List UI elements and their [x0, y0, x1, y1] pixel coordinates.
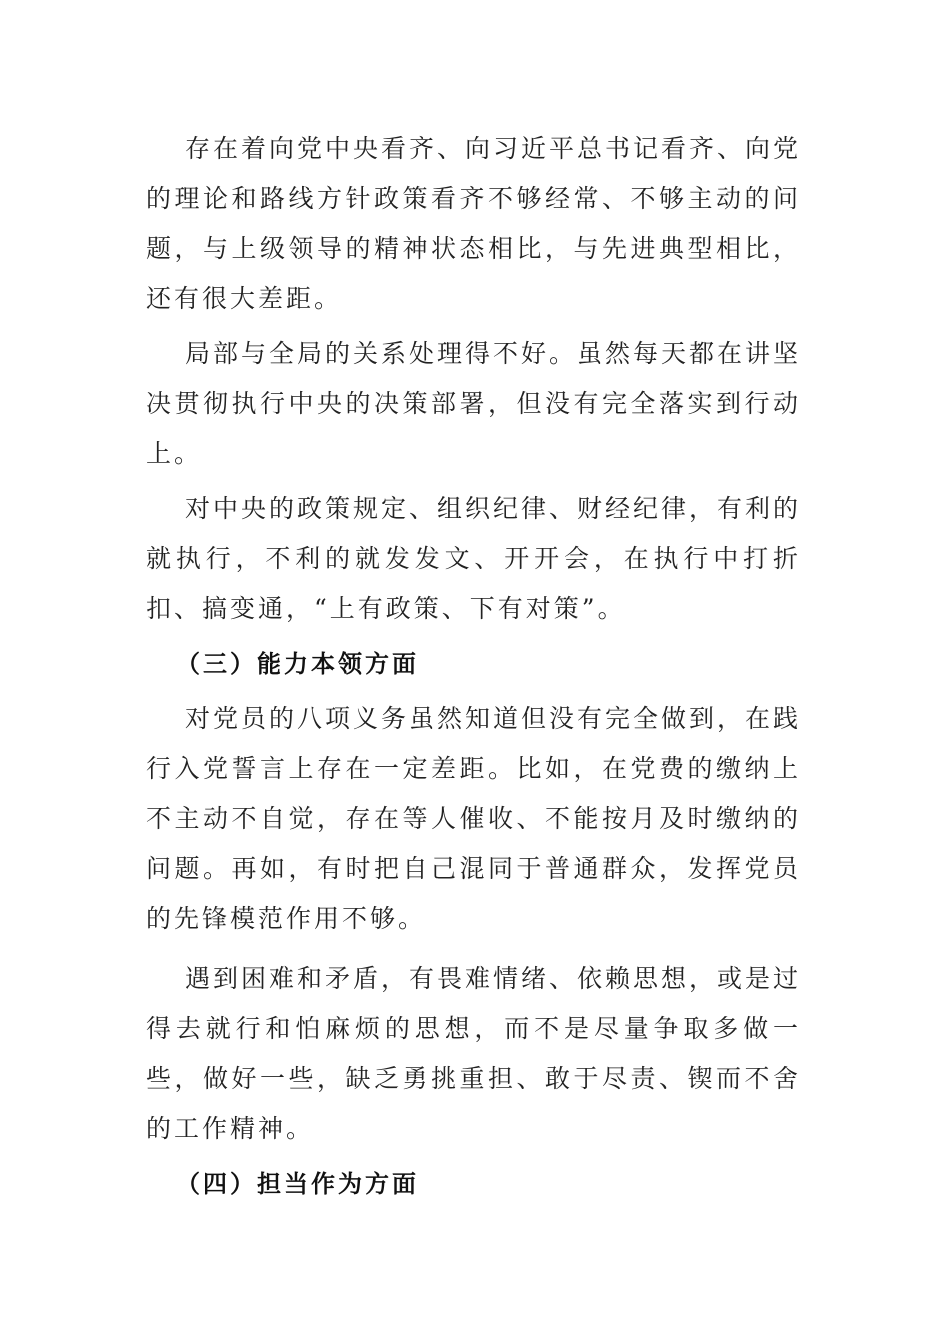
paragraph-alignment-with-center: 存在着向党中央看齐、向习近平总书记看齐、向党的理论和路线方针政策看齐不够经常、不够主动的问题，与上级领导的精神状态相比，与先进典型相比，还有很大差距。: [146, 134, 802, 313]
section-heading-ability: （三）能力本领方面: [176, 650, 419, 678]
paragraph-party-member-duties: 对党员的八项义务虽然知道但没有完全做到，在践行入党誓言上存在一定差距。比如，在党费的缴纳上不主动不自觉，存在等人催收、不能按月及时缴纳的问题。再如，有时把自己混同于普通群众，发挥党员的先锋模范作用不够。: [146, 704, 802, 933]
paragraph-local-vs-overall: 局部与全局的关系处理得不好。虽然每天都在讲坚决贯彻执行中央的决策部署，但没有完全落实到行动上。: [146, 339, 802, 468]
section-heading-responsibility: （四）担当作为方面: [176, 1170, 419, 1198]
paragraph-difficulties: 遇到困难和矛盾，有畏难情绪、依赖思想，或是过得去就行和怕麻烦的思想，而不是尽量争取多做一些，做好一些，缺乏勇挑重担、敢于尽责、锲而不舍的工作精神。: [146, 964, 802, 1143]
paragraph-policy-execution: 对中央的政策规定、组织纪律、财经纪律，有利的就执行，不利的就发发文、开开会，在执行中打折扣、搞变通，“上有政策、下有对策”。: [146, 494, 802, 623]
document-body: [146, 124, 801, 1209]
